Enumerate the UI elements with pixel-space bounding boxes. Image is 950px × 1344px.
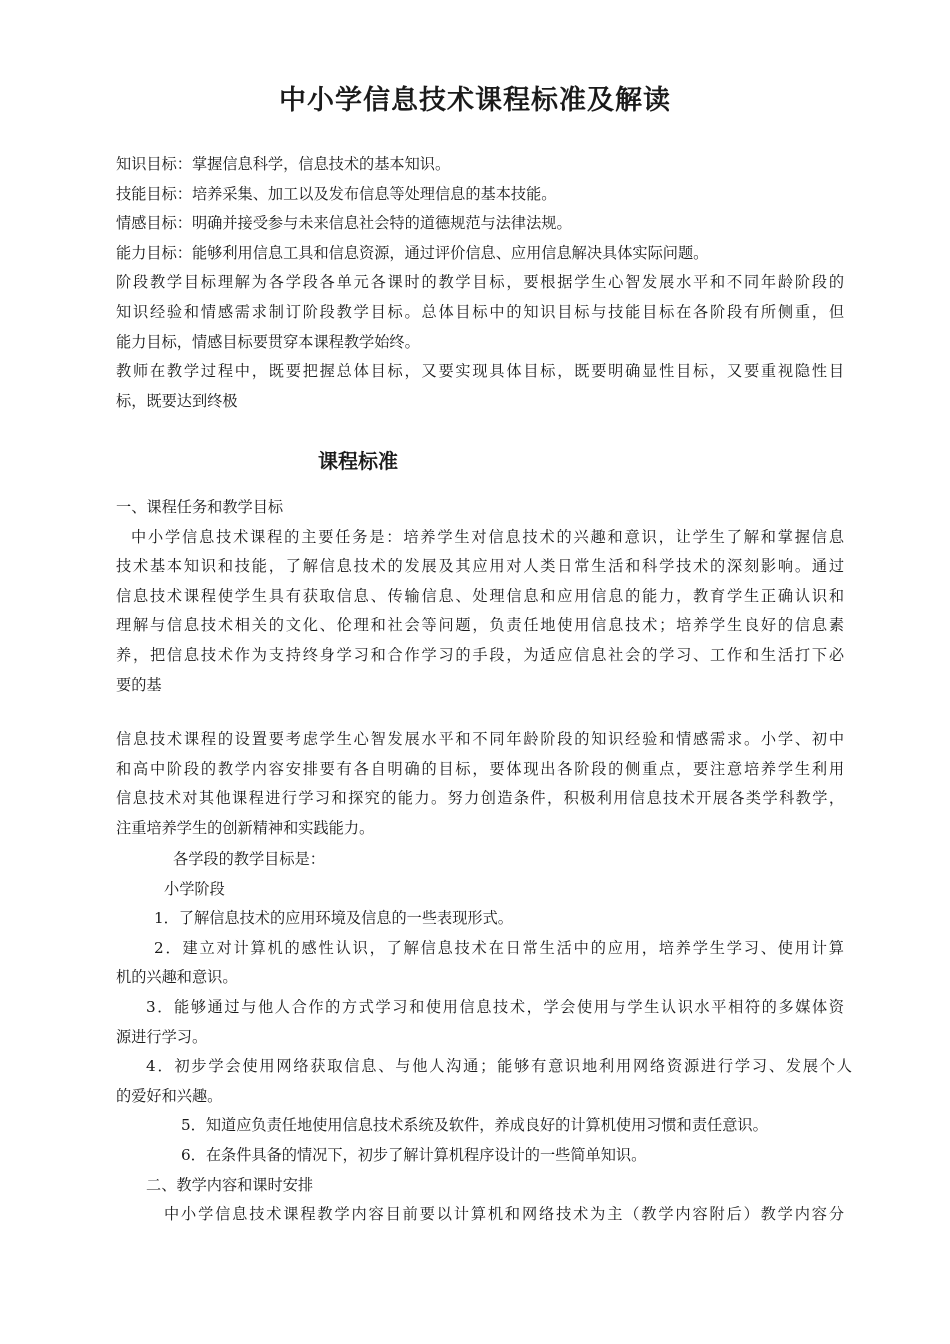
primary-item-5: 5．知道应负责任地使用信息技术系统及软件，养成良好的计算机使用习惯和责任意识。	[181, 1116, 768, 1135]
intro-line-teacher-1: 教师在教学过程中，既要把握总体目标，又要实现具体目标，既要明确显性目标，又要重视隐性目	[116, 362, 844, 381]
goals-intro: 各学段的教学目标是：	[173, 850, 325, 868]
section1-line: 理解与信息技术相关的文化、伦理和社会等问题，负责任地使用信息技术；培养学生良好的信息素	[116, 616, 844, 635]
section1-heading: 一、课程任务和教学目标	[116, 498, 284, 516]
paragraph2-line: 信息技术课程的设置要考虑学生心智发展水平和不同年龄阶段的知识经验和情感需求。小学、初中	[116, 730, 844, 748]
primary-item-4-cont: 的爱好和兴趣。	[116, 1086, 223, 1105]
intro-line-ability: 能力目标：能够利用信息工具和信息资源，通过评价信息、应用信息解决具体实际问题。	[116, 243, 709, 262]
section1-line: 要的基	[116, 675, 162, 694]
intro-line-emotion: 情感目标：明确并接受参与未来信息社会特的道德规范与法律法规。	[116, 214, 572, 233]
intro-line-knowledge: 知识目标：掌握信息科学，信息技术的基本知识。	[116, 155, 451, 173]
section1-line: 中小学信息技术课程的主要任务是：培养学生对信息技术的兴趣和意识，让学生了解和掌握信息	[131, 527, 844, 546]
intro-line-stage-1: 阶段教学目标理解为各学段各单元各课时的教学目标，要根据学生心智发展水平和不同年龄阶段的	[116, 273, 844, 292]
paragraph2-line: 信息技术对其他课程进行学习和探究的能力。努力创造条件，积极利用信息技术开展各类学科教学，	[116, 789, 844, 808]
section1-block	[116, 493, 844, 700]
primary-stage-heading: 小学阶段	[164, 879, 225, 898]
section2-heading: 二、教学内容和课时安排	[146, 1175, 314, 1194]
goals-block	[116, 845, 852, 1230]
section1-line: 技术基本知识和技能，了解信息技术的发展及其应用对人类日常生活和科学技术的深刻影响。通过	[116, 557, 844, 576]
primary-item-3-cont: 源进行学习。	[116, 1027, 208, 1046]
primary-item-4: 4．初步学会使用网络获取信息、与他人沟通；能够有意识地利用网络资源进行学习、发展个人	[146, 1057, 852, 1076]
paragraph-curriculum-setup	[116, 725, 844, 843]
paragraph2-line: 注重培养学生的创新精神和实践能力。	[116, 818, 375, 837]
primary-item-1: 1．了解信息技术的应用环境及信息的一些表现形式。	[154, 909, 513, 928]
intro-line-stage-2: 知识经验和情感需求制订阶段教学目标。总体目标中的知识目标与技能目标在各阶段有所侧重，但	[116, 302, 844, 321]
paragraph2-line: 和高中阶段的教学内容安排要有各自明确的目标，要体现出各阶段的侧重点，要注意培养学生利用	[116, 759, 844, 778]
primary-item-2: 2．建立对计算机的感性认识，了解信息技术在日常生活中的应用，培养学生学习、使用计算	[154, 938, 844, 957]
intro-line-stage-3: 能力目标，情感目标要贯穿本课程教学始终。	[116, 332, 420, 351]
section1-line: 信息技术课程使学生具有获取信息、传输信息、处理信息和应用信息的能力，教育学生正确认识和	[116, 586, 844, 605]
intro-line-teacher-2: 标，既要达到终极	[116, 391, 238, 410]
intro-paragraphs	[116, 150, 844, 416]
section2-line: 中小学信息技术课程教学内容目前要以计算机和网络技术为主（教学内容附后）教学内容分	[164, 1205, 844, 1224]
section-title-curriculum-standard: 课程标准	[318, 449, 398, 473]
document-title: 中小学信息技术课程标准及解读	[279, 85, 671, 116]
section1-line: 养，把信息技术作为支持终身学习和合作学习的手段，为适应信息社会的学习、工作和生活打下必	[116, 645, 844, 664]
intro-line-skill: 技能目标：培养采集、加工以及发布信息等处理信息的基本技能。	[116, 184, 557, 203]
primary-item-3: 3．能够通过与他人合作的方式学习和使用信息技术，学会使用与学生认识水平相符的多媒体资	[146, 997, 844, 1016]
primary-item-6: 6．在条件具备的情况下，初步了解计算机程序设计的一些简单知识。	[181, 1145, 647, 1164]
primary-item-2-cont: 机的兴趣和意识。	[116, 968, 238, 987]
